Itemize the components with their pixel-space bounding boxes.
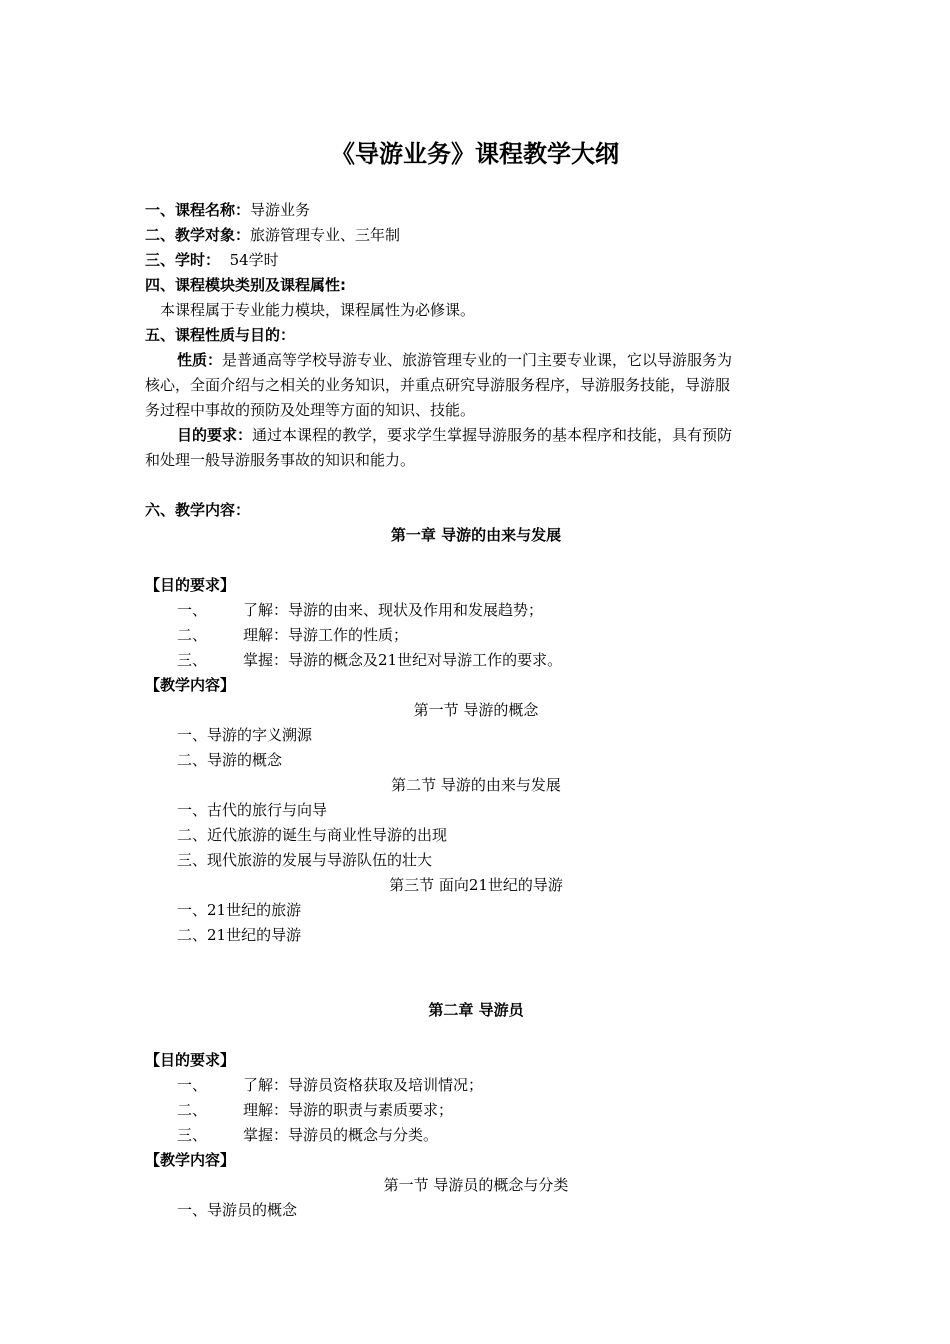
req-num: 三、 [177, 651, 208, 669]
req-num: 二、 [177, 1101, 208, 1119]
goal-line-1 [145, 423, 807, 448]
req-text: 了解：导游的由来、现状及作用和发展趋势； [243, 601, 544, 619]
section-item: 一、导游员的概念 [177, 1201, 298, 1219]
req-text: 掌握：导游员的概念与分类。 [243, 1126, 439, 1144]
course-hours-label: 三、学时： [145, 251, 221, 269]
section-item: 二、21世纪的导游 [177, 926, 302, 944]
chapter-1-section-2-title: 第二节 导游的由来与发展 [391, 776, 561, 794]
section-item: 一、古代的旅行与向导 [177, 801, 328, 819]
course-name-value: 导游业务 [250, 201, 311, 219]
req-text: 掌握：导游的概念及21世纪对导游工作的要求。 [243, 651, 563, 669]
chapter-1-req-label: 【目的要求】 [145, 576, 236, 594]
nature-text-2: 核心，全面介绍与之相关的业务知识，并重点研究导游服务程序，导游服务技能，导游服 [145, 376, 731, 394]
content-label: 六、教学内容： [145, 501, 251, 519]
course-hours-value: 54学时 [229, 251, 279, 269]
chapter-2-req-item [145, 1123, 807, 1148]
req-text: 了解：导游员资格获取及培训情况； [243, 1076, 484, 1094]
section-item: 一、导游的字义溯源 [177, 726, 313, 744]
chapter-1-title: 第一章 导游的由来与发展 [390, 526, 562, 544]
chapter-1-content-label: 【教学内容】 [145, 676, 236, 694]
req-num: 三、 [177, 1126, 208, 1144]
chapter-2-req-item [145, 1073, 807, 1098]
course-nature-label: 五、课程性质与目的： [145, 326, 296, 344]
chapter-1-req-item [145, 598, 807, 623]
goal-sub-label: 目的要求： [177, 426, 253, 444]
course-target-value: 旅游管理专业、三年制 [250, 226, 401, 244]
chapter-2-section-1-title: 第一节 导游员的概念与分类 [383, 1176, 569, 1194]
document-body [145, 198, 807, 1223]
chapter-2-req-label: 【目的要求】 [145, 1051, 236, 1069]
req-num: 一、 [177, 1076, 208, 1094]
course-name-line [145, 198, 807, 223]
course-target-line [145, 223, 807, 248]
goal-text-1: 通过本课程的教学，要求学生掌握导游服务的基本程序和技能，具有预防 [252, 426, 733, 444]
section-item: 三、现代旅游的发展与导游队伍的壮大 [177, 851, 433, 869]
req-text: 理解：导游的职责与素质要求； [243, 1101, 454, 1119]
document-title: 《导游业务》课程教学大纲 [331, 140, 619, 168]
nature-text-1: 是普通高等学校导游专业、旅游管理专业的一门主要专业课，它以导游服务为 [222, 351, 733, 369]
chapter-1-section-3-title: 第三节 面向21世纪的导游 [389, 876, 563, 894]
chapter-1-req-item [145, 648, 807, 673]
section-item: 二、导游的概念 [177, 751, 283, 769]
section-item: 二、近代旅游的诞生与商业性导游的出现 [177, 826, 448, 844]
chapter-1-req-item [145, 623, 807, 648]
course-hours-line [145, 248, 807, 273]
nature-sub-label: 性质： [177, 351, 223, 369]
chapter-1-section-1-title: 第一节 导游的概念 [413, 701, 539, 719]
chapter-2-req-item [145, 1098, 807, 1123]
nature-text-3: 务过程中事故的预防及处理等方面的知识、技能。 [145, 401, 476, 419]
course-module-label: 四、课程模块类别及课程属性: [145, 276, 346, 294]
course-name-label: 一、课程名称： [145, 201, 251, 219]
req-text: 理解：导游工作的性质； [243, 626, 409, 644]
course-target-label: 二、教学对象： [145, 226, 251, 244]
section-item: 一、21世纪的旅游 [177, 901, 302, 919]
chapter-2-content-label: 【教学内容】 [145, 1151, 236, 1169]
req-num: 一、 [177, 601, 208, 619]
req-num: 二、 [177, 626, 208, 644]
goal-text-2: 和处理一般导游服务事故的知识和能力。 [145, 451, 416, 469]
chapter-2-title: 第二章 导游员 [428, 1001, 524, 1019]
nature-line-1 [145, 348, 807, 373]
course-module-text: 本课程属于专业能力模块，课程属性为必修课。 [160, 301, 476, 319]
